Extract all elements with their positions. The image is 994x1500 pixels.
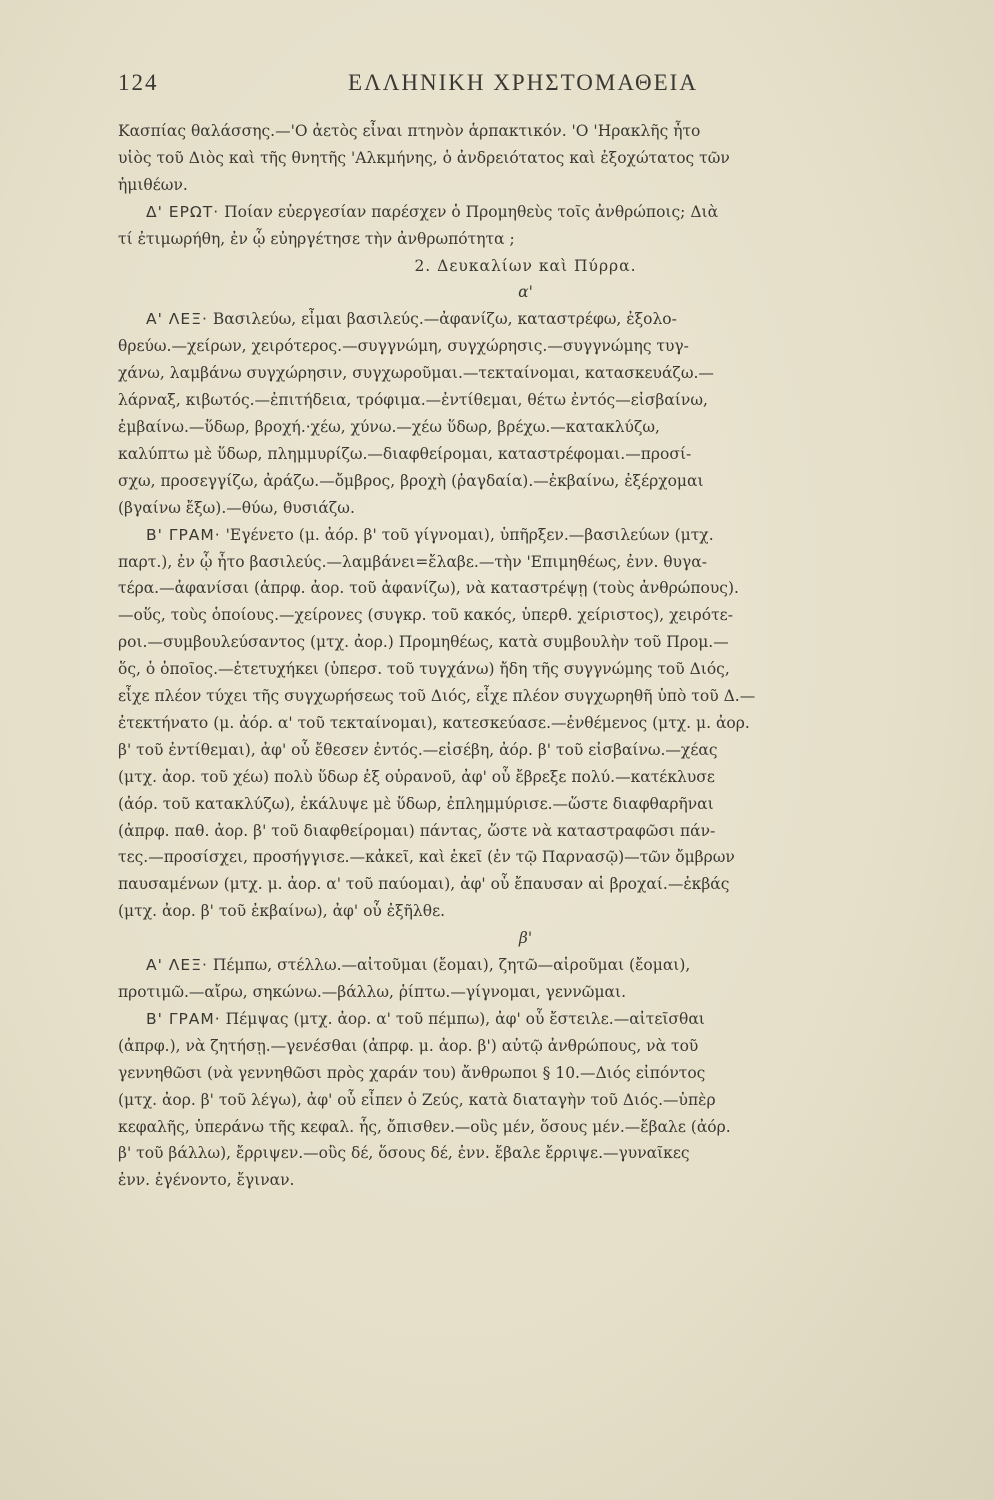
text-line: γεννηθῶσι (νὰ γεννηθῶσι πρὸς χαράν του) ἄνθρωποι § 10.—Διός εἰπόντος [118, 1063, 706, 1082]
text-line: β' τοῦ βάλλω), ἔρριψεν.—οὓς δέ, ὅσους δέ, ἐνν. ἔβαλε ἔρριψε.—γυναῖκες [118, 1144, 690, 1163]
text-line: (μτχ. ἀορ. τοῦ χέω) πολὺ ὕδωρ ἐξ οὐρανοῦ, ἀφ' οὗ ἔβρεξε πολύ.—κατέκλυσε [118, 767, 715, 786]
page-number: 124 [118, 70, 159, 95]
subsection-marker: β' [518, 929, 533, 948]
text-line: —οὕς, τοὺς ὁποίους.—χείρονες (συγκρ. τοῦ κακός, ὑπερθ. χείριστος), χειρότε- [118, 606, 733, 625]
question-paragraph [118, 199, 933, 226]
section-label: Α' ΛΕΞ· [146, 956, 208, 975]
section-label: Β' ΓΡΑΜ· [146, 525, 221, 544]
text-line: λάρναξ, κιβωτός.—ἐπιτήδεια, τρόφιμα.—ἐντίθεμαι, θέτω ἐντός—εἰσβαίνω, [118, 391, 708, 410]
grammar-paragraph [118, 522, 933, 549]
text-line: παρτ.), ἐν ᾧ ἦτο βασιλεύς.—λαμβάνει=ἔλαβε.—τὴν 'Επιμηθέως, ἐνν. θυγα- [118, 552, 708, 571]
text-line: (ἀπρφ.), νὰ ζητήσῃ.—γενέσθαι (ἀπρφ. μ. ἀορ. β') αὐτῷ ἀνθρώπους, νὰ τοῦ [118, 1036, 699, 1055]
text-line: (μτχ. ἀορ. β' τοῦ ἐκβαίνω), ἀφ' οὗ ἐξῆλθε. [118, 902, 446, 921]
text-line: ἐτεκτήνατο (μ. ἀόρ. α' τοῦ τεκταίνομαι), κατεσκεύασε.—ἐνθέμενος (μτχ. μ. ἀορ. [118, 713, 750, 732]
text-line: προτιμῶ.—αἴρω, σηκώνω.—βάλλω, ῥίπτω.—γίγνομαι, γεννῶμαι. [118, 983, 626, 1001]
text-line: τί ἐτιμωρήθη, ἐν ᾧ εὐηργέτησε τὴν ἀνθρωπότητα ; [118, 229, 515, 248]
text-line: ἐνν. ἐγένοντο, ἔγιναν. [118, 1171, 295, 1190]
text-line: κεφαλῆς, ὑπεράνω τῆς κεφαλ. ἧς, ὄπισθεν.—οὓς μέν, ὅσους μέν.—ἔβαλε (ἀόρ. [118, 1117, 731, 1136]
text-line: (μτχ. ἀορ. β' τοῦ λέγω), ἀφ' οὗ εἶπεν ὁ Ζεύς, κατὰ διαταγὴν τοῦ Διός.—ὑπὲρ [118, 1090, 716, 1109]
text-line: καλύπτω μὲ ὕδωρ, πλημμυρίζω.—διαφθείρομαι, καταστρέφομαι.—προσί- [118, 444, 692, 463]
running-title: ΕΛΛΗΝΙΚΗ ΧΡΗΣΤΟΜΑΘΕΙΑ [348, 70, 698, 95]
text-line: Κασπίας θαλάσσης.—'Ο ἀετὸς εἶναι πτηνὸν ἁρπακτικόν. 'Ο 'Ηρακλῆς ἦτο [118, 122, 701, 140]
text-line: Βασιλεύω, εἶμαι βασιλεύς.—ἀφανίζω, καταστρέφω, ἐξολο- [212, 310, 677, 329]
text-line: 'Εγένετο (μ. ἀόρ. β' τοῦ γίγνομαι), ὑπῆρξεν.—βασιλεύων (μτχ. [225, 525, 714, 544]
vocab-paragraph [118, 952, 933, 979]
text-line: θρεύω.—χείρων, χειρότερος.—συγγνώμη, συγχώρησις.—συγγνώμης τυγ- [118, 337, 689, 356]
text-line: ἐμβαίνω.—ὕδωρ, βροχή.·χέω, χύνω.—χέω ὕδωρ, βρέχω.—κατακλύζω, [118, 417, 660, 436]
text-line: χάνω, λαμβάνω συγχώρησιν, συγχωροῦμαι.—τεκταίνομαι, κατασκευάζω.— [118, 364, 714, 383]
text-line: εἶχε πλέον τύχει τῆς συγχωρήσεως τοῦ Διός, εἶχε πλέον συγχωρηθῆ ὑπὸ τοῦ Δ.— [118, 687, 756, 706]
text-line: β' τοῦ ἐντίθεμαι), ἀφ' οὗ ἔθεσεν ἐντός.—εἰσέβη, ἀόρ. β' τοῦ εἰσβαίνω.—χέας [118, 740, 718, 759]
page-body [118, 118, 933, 1194]
text-line: ἡμιθέων. [118, 175, 188, 194]
text-line: τες.—προσίσχει, προσήγγισε.—κἀκεῖ, καὶ ἐκεῖ (ἐν τῷ Παρνασῷ)—τῶν ὄμβρων [118, 848, 735, 867]
section-label: Δ' ΕΡΩΤ· [146, 202, 220, 221]
text-line: (βγαίνω ἔξω).—θύω, θυσιάζω. [118, 498, 355, 517]
text-line: (ἀόρ. τοῦ κατακλύζω), ἐκάλυψε μὲ ὕδωρ, ἐπλημμύρισε.—ὥστε διαφθαρῆναι [118, 794, 714, 813]
subsection-marker: α' [518, 283, 533, 302]
section-label: Β' ΓΡΑΜ· [146, 1009, 221, 1028]
text-line: υἱὸς τοῦ Διὸς καὶ τῆς θνητῆς 'Αλκμήνης, ὁ ἀνδρειότατος καὶ ἐξοχώτατος τῶν [118, 148, 730, 167]
vocab-paragraph [118, 306, 933, 333]
section-label: Α' ΛΕΞ· [146, 310, 208, 329]
section-title: 2. Δευκαλίων καὶ Πύρρα. [414, 256, 637, 275]
page-header [118, 70, 928, 104]
text-line: ροι.—συμβουλεύσαντος (μτχ. ἀορ.) Προμηθέως, κατὰ συμβουλὴν τοῦ Προμ.— [118, 633, 729, 652]
text-line: ὅς, ὁ ὁποῖος.—ἐτετυχήκει (ὑπερσ. τοῦ τυγχάνω) ἤδη τῆς συγγνώμης τοῦ Διός, [118, 660, 730, 679]
text-line: παυσαμένων (μτχ. μ. ἀορ. α' τοῦ παύομαι), ἀφ' οὗ ἔπαυσαν αἱ βροχαί.—ἐκβάς [118, 875, 730, 894]
text-line: Πέμψας (μτχ. ἀορ. α' τοῦ πέμπω), ἀφ' οὗ ἔστειλε.—αἰτεῖσθαι [225, 1009, 705, 1028]
text-line: Πέμπω, στέλλω.—αἰτοῦμαι (ἔομαι), ζητῶ—αἱροῦμαι (ἔομαι), [212, 956, 691, 975]
text-line: (ἀπρφ. παθ. ἀορ. β' τοῦ διαφθείρομαι) πάντας, ὥστε νὰ καταστραφῶσι πάν- [118, 821, 716, 840]
text-line: τέρα.—ἀφανίσαι (ἀπρφ. ἀορ. τοῦ ἀφανίζω), νὰ καταστρέψῃ (τοὺς ἀνθρώπους). [118, 579, 739, 598]
grammar-paragraph [118, 1006, 933, 1033]
text-line: Ποίαν εὐεργεσίαν παρέσχεν ὁ Προμηθεὺς τοῖς ἀνθρώποις; Διὰ [224, 202, 719, 221]
text-line: σχω, προσεγγίζω, ἀράζω.—ὄμβρος, βροχὴ (ῥαγδαία).—ἐκβαίνω, ἐξέρχομαι [118, 471, 704, 490]
